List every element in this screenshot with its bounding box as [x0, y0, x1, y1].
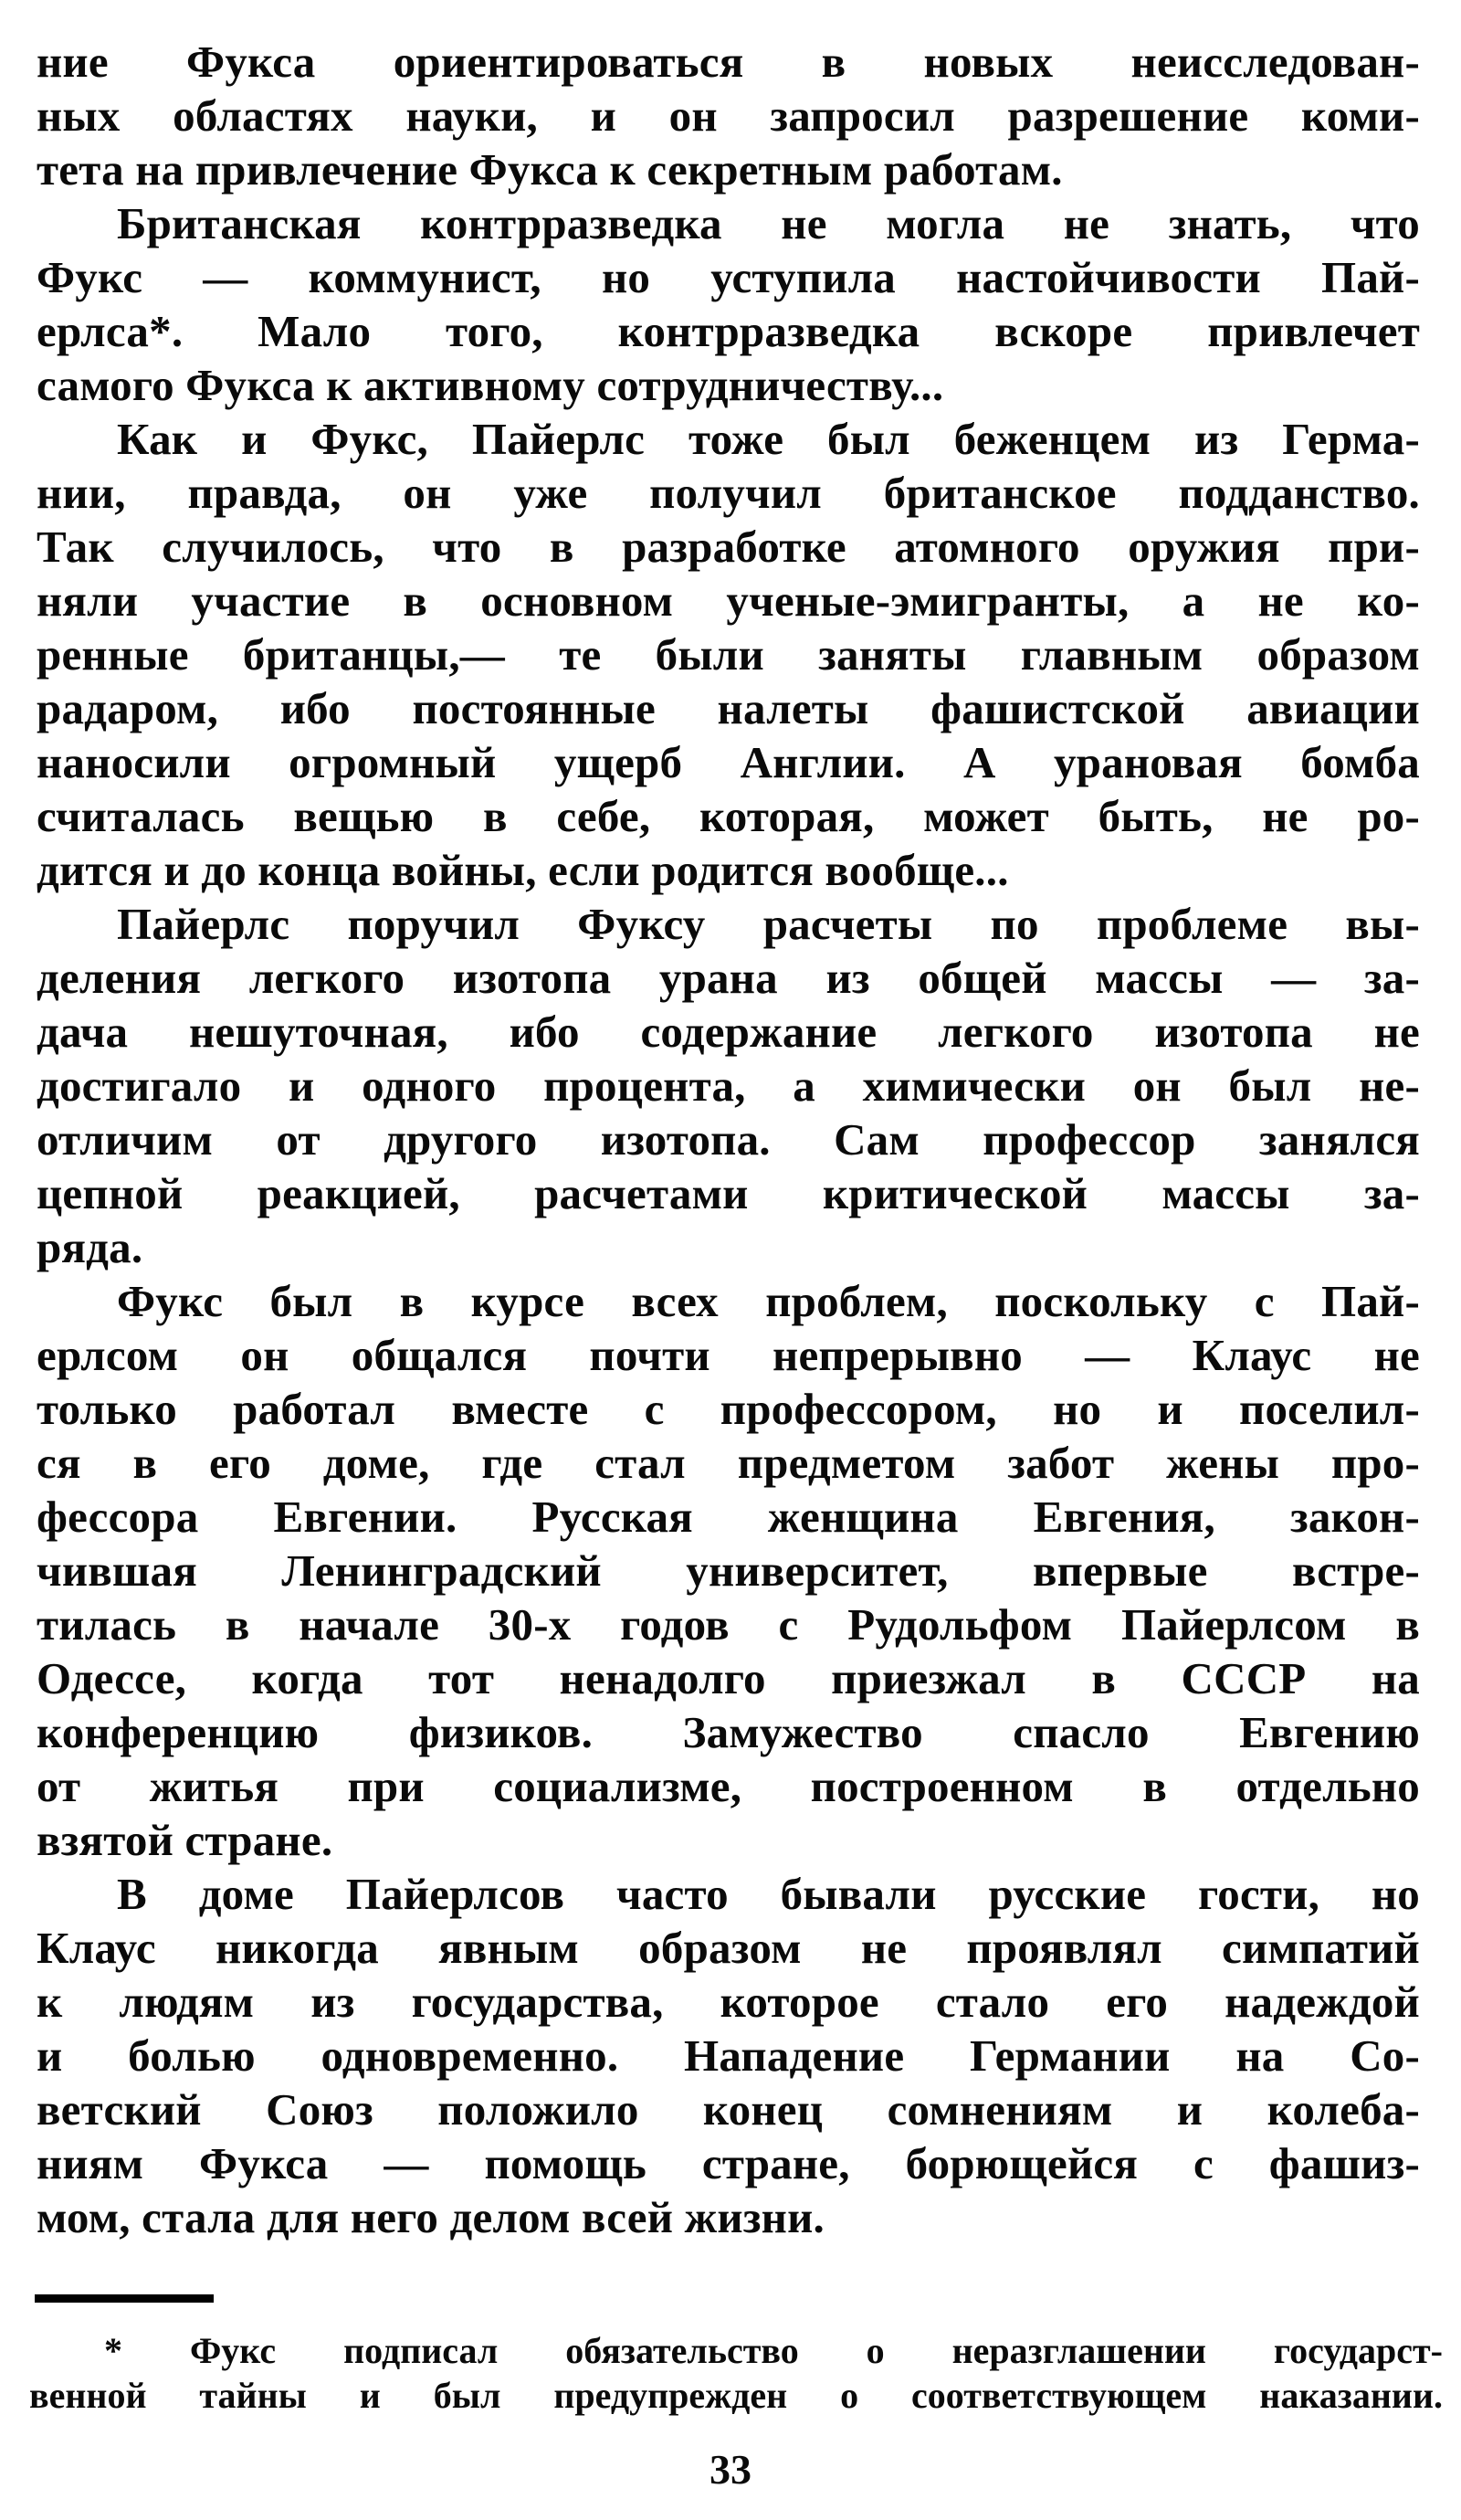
- body-line: взятой стране.: [37, 1815, 333, 1865]
- body-line: ние Фукса ориентироваться в новых неисследован-: [37, 37, 1420, 87]
- body-line: мом, стала для него делом всей жизни.: [37, 2192, 825, 2242]
- body-line: тилась в начале 30-х годов с Рудольфом Пайерлсом в: [37, 1599, 1420, 1650]
- body-line: чившая Ленинградский университет, впервые встре-: [37, 1545, 1420, 1596]
- body-line: ных областях науки, и он запросил разрешение коми-: [37, 90, 1420, 141]
- footnote-line: * Фукс подписал обязательство о неразглашении государст-: [104, 2330, 1443, 2371]
- body-line: дача нешуточная, ибо содержание легкого изотопа не: [37, 1007, 1420, 1057]
- body-line: фессора Евгении. Русская женщина Евгения, закон-: [37, 1492, 1420, 1542]
- body-line: радаром, ибо постоянные налеты фашистской авиации: [37, 683, 1420, 733]
- body-line: Фукс — коммунист, но уступила настойчивости Пай-: [37, 252, 1420, 302]
- body-line: няли участие в основном ученые-эмигранты, а не ко-: [37, 575, 1420, 626]
- body-line: Как и Фукс, Пайерлс тоже был беженцем из Герма-: [117, 414, 1420, 464]
- page-number: 33: [709, 2446, 752, 2493]
- body-line: тета на привлечение Фукса к секретным работам.: [37, 144, 1063, 195]
- body-line: Так случилось, что в разработке атомного оружия при-: [37, 522, 1420, 572]
- body-text-block: [37, 35, 1420, 2244]
- body-line: цепной реакцией, расчетами критической массы за-: [37, 1168, 1420, 1218]
- body-line: нии, правда, он уже получил британское подданство.: [37, 468, 1420, 518]
- body-line: деления легкого изотопа урана из общей массы — за-: [37, 953, 1420, 1003]
- body-line: В доме Пайерлсов часто бывали русские гости, но: [117, 1869, 1420, 1919]
- body-line: ся в его доме, где стал предметом забот жены про-: [37, 1438, 1420, 1488]
- body-line: самого Фукса к активному сотрудничеству...: [37, 360, 944, 410]
- body-line: ренные британцы,— те были заняты главным образом: [37, 629, 1420, 680]
- footnote-block: [29, 2328, 1443, 2418]
- body-line: отличим от другого изотопа. Сам профессор занялся: [37, 1114, 1420, 1165]
- body-line: и болью одновременно. Нападение Германии на Со-: [37, 2030, 1420, 2081]
- body-line: только работал вместе с профессором, но и поселил-: [37, 1384, 1420, 1434]
- body-line: конференцию физиков. Замужество спасло Евгению: [37, 1707, 1420, 1757]
- body-line: от житья при социализме, построенном в отдельно: [37, 1761, 1420, 1811]
- body-line: ряда.: [37, 1222, 143, 1272]
- footnote-separator-rule: [35, 2294, 214, 2303]
- body-line: Клаус никогда явным образом не проявлял симпатий: [37, 1923, 1420, 1973]
- body-line: ерлсом он общался почти непрерывно — Клаус не: [37, 1330, 1420, 1380]
- body-line: дится и до конца войны, если родится вообще...: [37, 845, 1009, 895]
- body-line: Британская контрразведка не могла не знать, что: [117, 198, 1420, 248]
- body-line: наносили огромный ущерб Англии. А урановая бомба: [37, 737, 1420, 787]
- body-line: ниям Фукса — помощь стране, борющейся с фашиз-: [37, 2138, 1420, 2188]
- body-line: Одессе, когда тот ненадолго приезжал в СССР на: [37, 1653, 1420, 1703]
- body-line: достигало и одного процента, а химически он был не-: [37, 1060, 1420, 1111]
- footnote-line: венной тайны и был предупрежден о соответствующем наказании.: [29, 2375, 1443, 2416]
- body-line: Фукс был в курсе всех проблем, поскольку с Пай-: [117, 1276, 1420, 1326]
- body-line: считалась вещью в себе, которая, может быть, не ро-: [37, 791, 1420, 841]
- body-line: ветский Союз положило конец сомнениям и колеба-: [37, 2084, 1420, 2135]
- body-line: Пайерлс поручил Фуксу расчеты по проблеме вы-: [117, 899, 1420, 949]
- body-line: ерлса*. Мало того, контрразведка вскоре привлечет: [37, 306, 1420, 356]
- body-line: к людям из государства, которое стало его надеждой: [37, 1977, 1420, 2027]
